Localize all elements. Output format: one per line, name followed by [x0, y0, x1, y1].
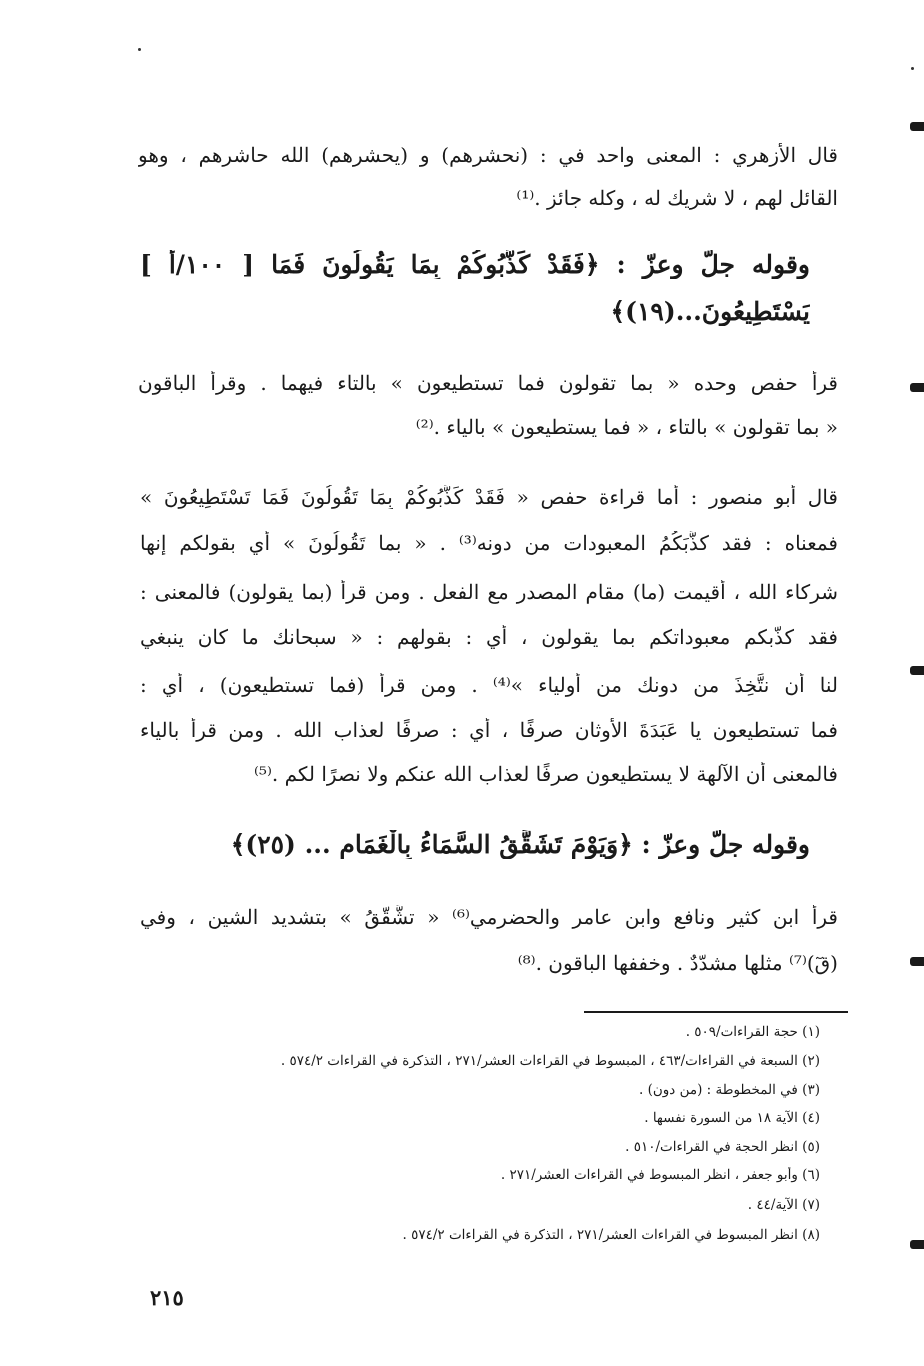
- paragraph-line: قال الأزهري : المعنى واحد في : (نحشرهم) و (يحشرهم) الله حاشرهم ، وهو: [138, 143, 838, 167]
- footnote: (٧) الآية/٤٤ .: [747, 1197, 820, 1213]
- paragraph-line: القائل لهم ، لا شريك له ، وكله جائز .⁽¹⁾: [516, 186, 838, 210]
- scan-edge-mark: [910, 383, 924, 392]
- paragraph-line: فقد كذّبكم معبوداتكم بما يقولون ، أي : بقولهم : « سبحانك ما كان ينبغي: [140, 625, 838, 649]
- scan-speck: [911, 67, 914, 70]
- scan-edge-mark: [910, 1240, 924, 1249]
- footnote: (٢) السبعة في القراءات/٤٦٣ ، المبسوط في القراءات العشر/٢٧١ ، التذكرة في القراءات ٥٧٤/٢ .: [280, 1053, 820, 1069]
- paragraph-line: فما تستطيعون يا عَبَدَةَ الأوثان صرفًا ، أي : صرفًا لعذاب الله . ومن قرأ بالياء: [140, 718, 838, 742]
- verse-heading: يَسْتَطِيعُونَ...(١٩)﴾: [610, 297, 810, 326]
- paragraph-line: قرأ حفص وحده « بما تقولون فما تستطيعون » بالتاء فيهما . وقرأ الباقون: [138, 371, 838, 395]
- paragraph-line: لنا أن نتَّخِذَ من دونك من أولياء »⁽⁴⁾ . ومن قرأ (فما تستطيعون) ، أي :: [140, 673, 838, 697]
- footnote: (٥) انظر الحجة في القراءات/٥١٠ .: [625, 1139, 820, 1155]
- footnote: (٦) وأبو جعفر ، انظر المبسوط في القراءات العشر/٢٧١ .: [500, 1167, 820, 1183]
- scan-edge-mark: [910, 122, 924, 131]
- verse-heading: وقوله جلّ وعزّ : ﴿فَقَدْ كَذَّبُوكُمْ بِمَا يَقُولُونَ فَمَا [ ١٠٠/أ ]: [140, 250, 810, 279]
- scan-edge-mark: [910, 666, 924, 675]
- paragraph-line: شركاء الله ، أقيمت (ما) مقام المصدر مع الفعل . ومن قرأ (بما يقولون) فالمعنى :: [140, 580, 838, 604]
- paragraph-line: فمعناه : فقد كذَّبَكُمُ المعبودات من دونه⁽³⁾ . « بما تَقُولُونَ » أي بقولكم إنها: [140, 531, 838, 555]
- footnote: (٨) انظر المبسوط في القراءات العشر/٢٧١ ، التذكرة في القراءات ٥٧٤/٢ .: [402, 1227, 820, 1243]
- footnote: (٣) في المخطوطة : (من دون) .: [638, 1082, 820, 1098]
- footnote: (١) حجة القراءات/٥٠٩ .: [685, 1024, 820, 1040]
- paragraph-line: فالمعنى أن الآلهة لا يستطيعون صرفًا لعذاب الله عنكم ولا نصرًا لكم .⁽⁵⁾: [253, 762, 838, 786]
- verse-heading: وقوله جلّ وعزّ : ﴿وَيَوْمَ تَشَقَّقُ السَّمَاءُ بِالْغَمَامِ ... (٢٥)﴾: [230, 830, 810, 859]
- paragraph-line: « بما تقولون » بالتاء ، « فما يستطيعون » بالياء .⁽²⁾: [415, 415, 838, 439]
- footnote: (٤) الآية ١٨ من السورة نفسها .: [644, 1110, 820, 1126]
- paragraph-line: قرأ ابن كثير ونافع وابن عامر والحضرمي⁽⁶⁾ « تشَّقّقُ » بتشديد الشين ، وفي: [140, 905, 838, 929]
- scan-edge-mark: [910, 957, 924, 966]
- footnote-divider: [584, 1011, 848, 1013]
- scan-speck: [138, 48, 141, 51]
- paragraph-line: (قٓ)⁽⁷⁾ مثلها مشدّدٌ . وخففها الباقون .⁽⁸⁾: [517, 951, 838, 975]
- page-number: ٢١٥: [150, 1285, 184, 1310]
- paragraph-line: قال أبو منصور : أما قراءة حفص « فَقَدْ كَذَّبُوكُمْ بِمَا تَقُولُونَ فَمَا تَسْتَطِيعُونَ »: [140, 485, 838, 509]
